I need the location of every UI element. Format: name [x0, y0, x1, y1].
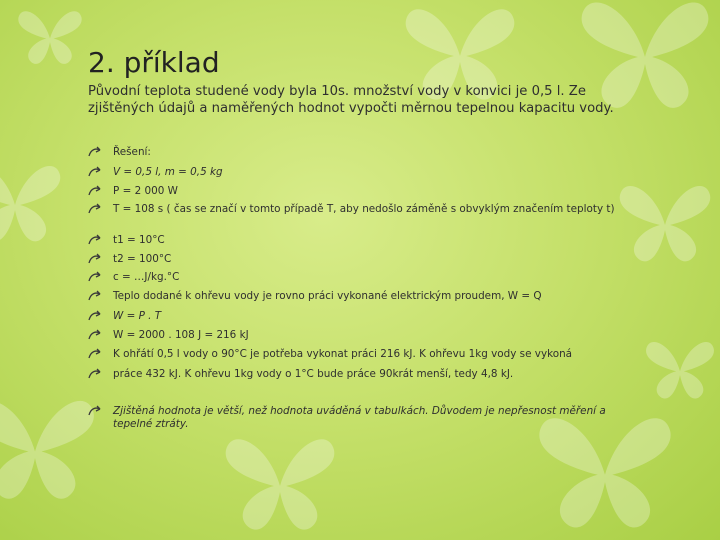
- intro-paragraph: Původní teplota studené vody byla 10s. množství vody v konvici je 0,5 l. Ze zjištěných údajů a naměřených hodnot vypočti měrnou tepelnou kapacitu vody.: [88, 84, 614, 116]
- leaf-arrow-icon: [88, 234, 102, 246]
- leaf-arrow-icon: [88, 405, 102, 417]
- bullet-text: Řešení:: [113, 146, 151, 158]
- slide-title: 2. příklad: [88, 46, 220, 79]
- bullet-text: c = …J/kg.°C: [113, 271, 180, 283]
- butterfly-silhouette-icon: [0, 150, 65, 250]
- leaf-arrow-icon: [88, 146, 102, 158]
- bullet-text: t2 = 100°C: [113, 253, 172, 265]
- butterfly-silhouette-icon: [0, 380, 100, 510]
- leaf-arrow-icon: [88, 203, 102, 215]
- leaf-arrow-icon: [88, 310, 102, 322]
- leaf-arrow-icon: [88, 348, 102, 360]
- bullet-text: t1 = 10°C: [113, 234, 165, 246]
- bullet-text: W = 2000 . 108 J = 216 kJ: [113, 329, 249, 341]
- bullet-text: Teplo dodané k ohřevu vody je rovno práci vykonané elektrickým proudem, W = Q: [113, 290, 542, 302]
- bullet-text: P = 2 000 W: [113, 185, 178, 197]
- bullet-text: V = 0,5 l, m = 0,5 kg: [113, 166, 223, 178]
- leaf-arrow-icon: [88, 271, 102, 283]
- leaf-arrow-icon: [88, 253, 102, 265]
- butterfly-silhouette-icon: [10, 0, 90, 70]
- leaf-arrow-icon: [88, 329, 102, 341]
- bullet-text: T = 108 s ( čas se značí v tomto případě T, aby nedošlo záměně s obvyklým značením teploty t): [113, 203, 615, 215]
- bullet-text: W = P . T: [113, 310, 162, 322]
- leaf-arrow-icon: [88, 185, 102, 197]
- bullet-text: K ohřátí 0,5 l vody o 90°C je potřeba vykonat práci 216 kJ. K ohřevu 1kg vody se vykoná: [113, 348, 573, 360]
- leaf-arrow-icon: [88, 166, 102, 178]
- bullet-text: Zjištěná hodnota je větší, než hodnota uváděná v tabulkách. Důvodem je nepřesnost měření a tepelné ztráty.: [113, 405, 606, 430]
- butterfly-silhouette-icon: [215, 420, 345, 540]
- leaf-arrow-icon: [88, 368, 102, 380]
- leaf-arrow-icon: [88, 290, 102, 302]
- butterfly-silhouette-icon: [640, 330, 720, 405]
- bullet-text: práce 432 kJ. K ohřevu 1kg vody o 1°C bude práce 90krát menší, tedy 4,8 kJ.: [113, 368, 514, 380]
